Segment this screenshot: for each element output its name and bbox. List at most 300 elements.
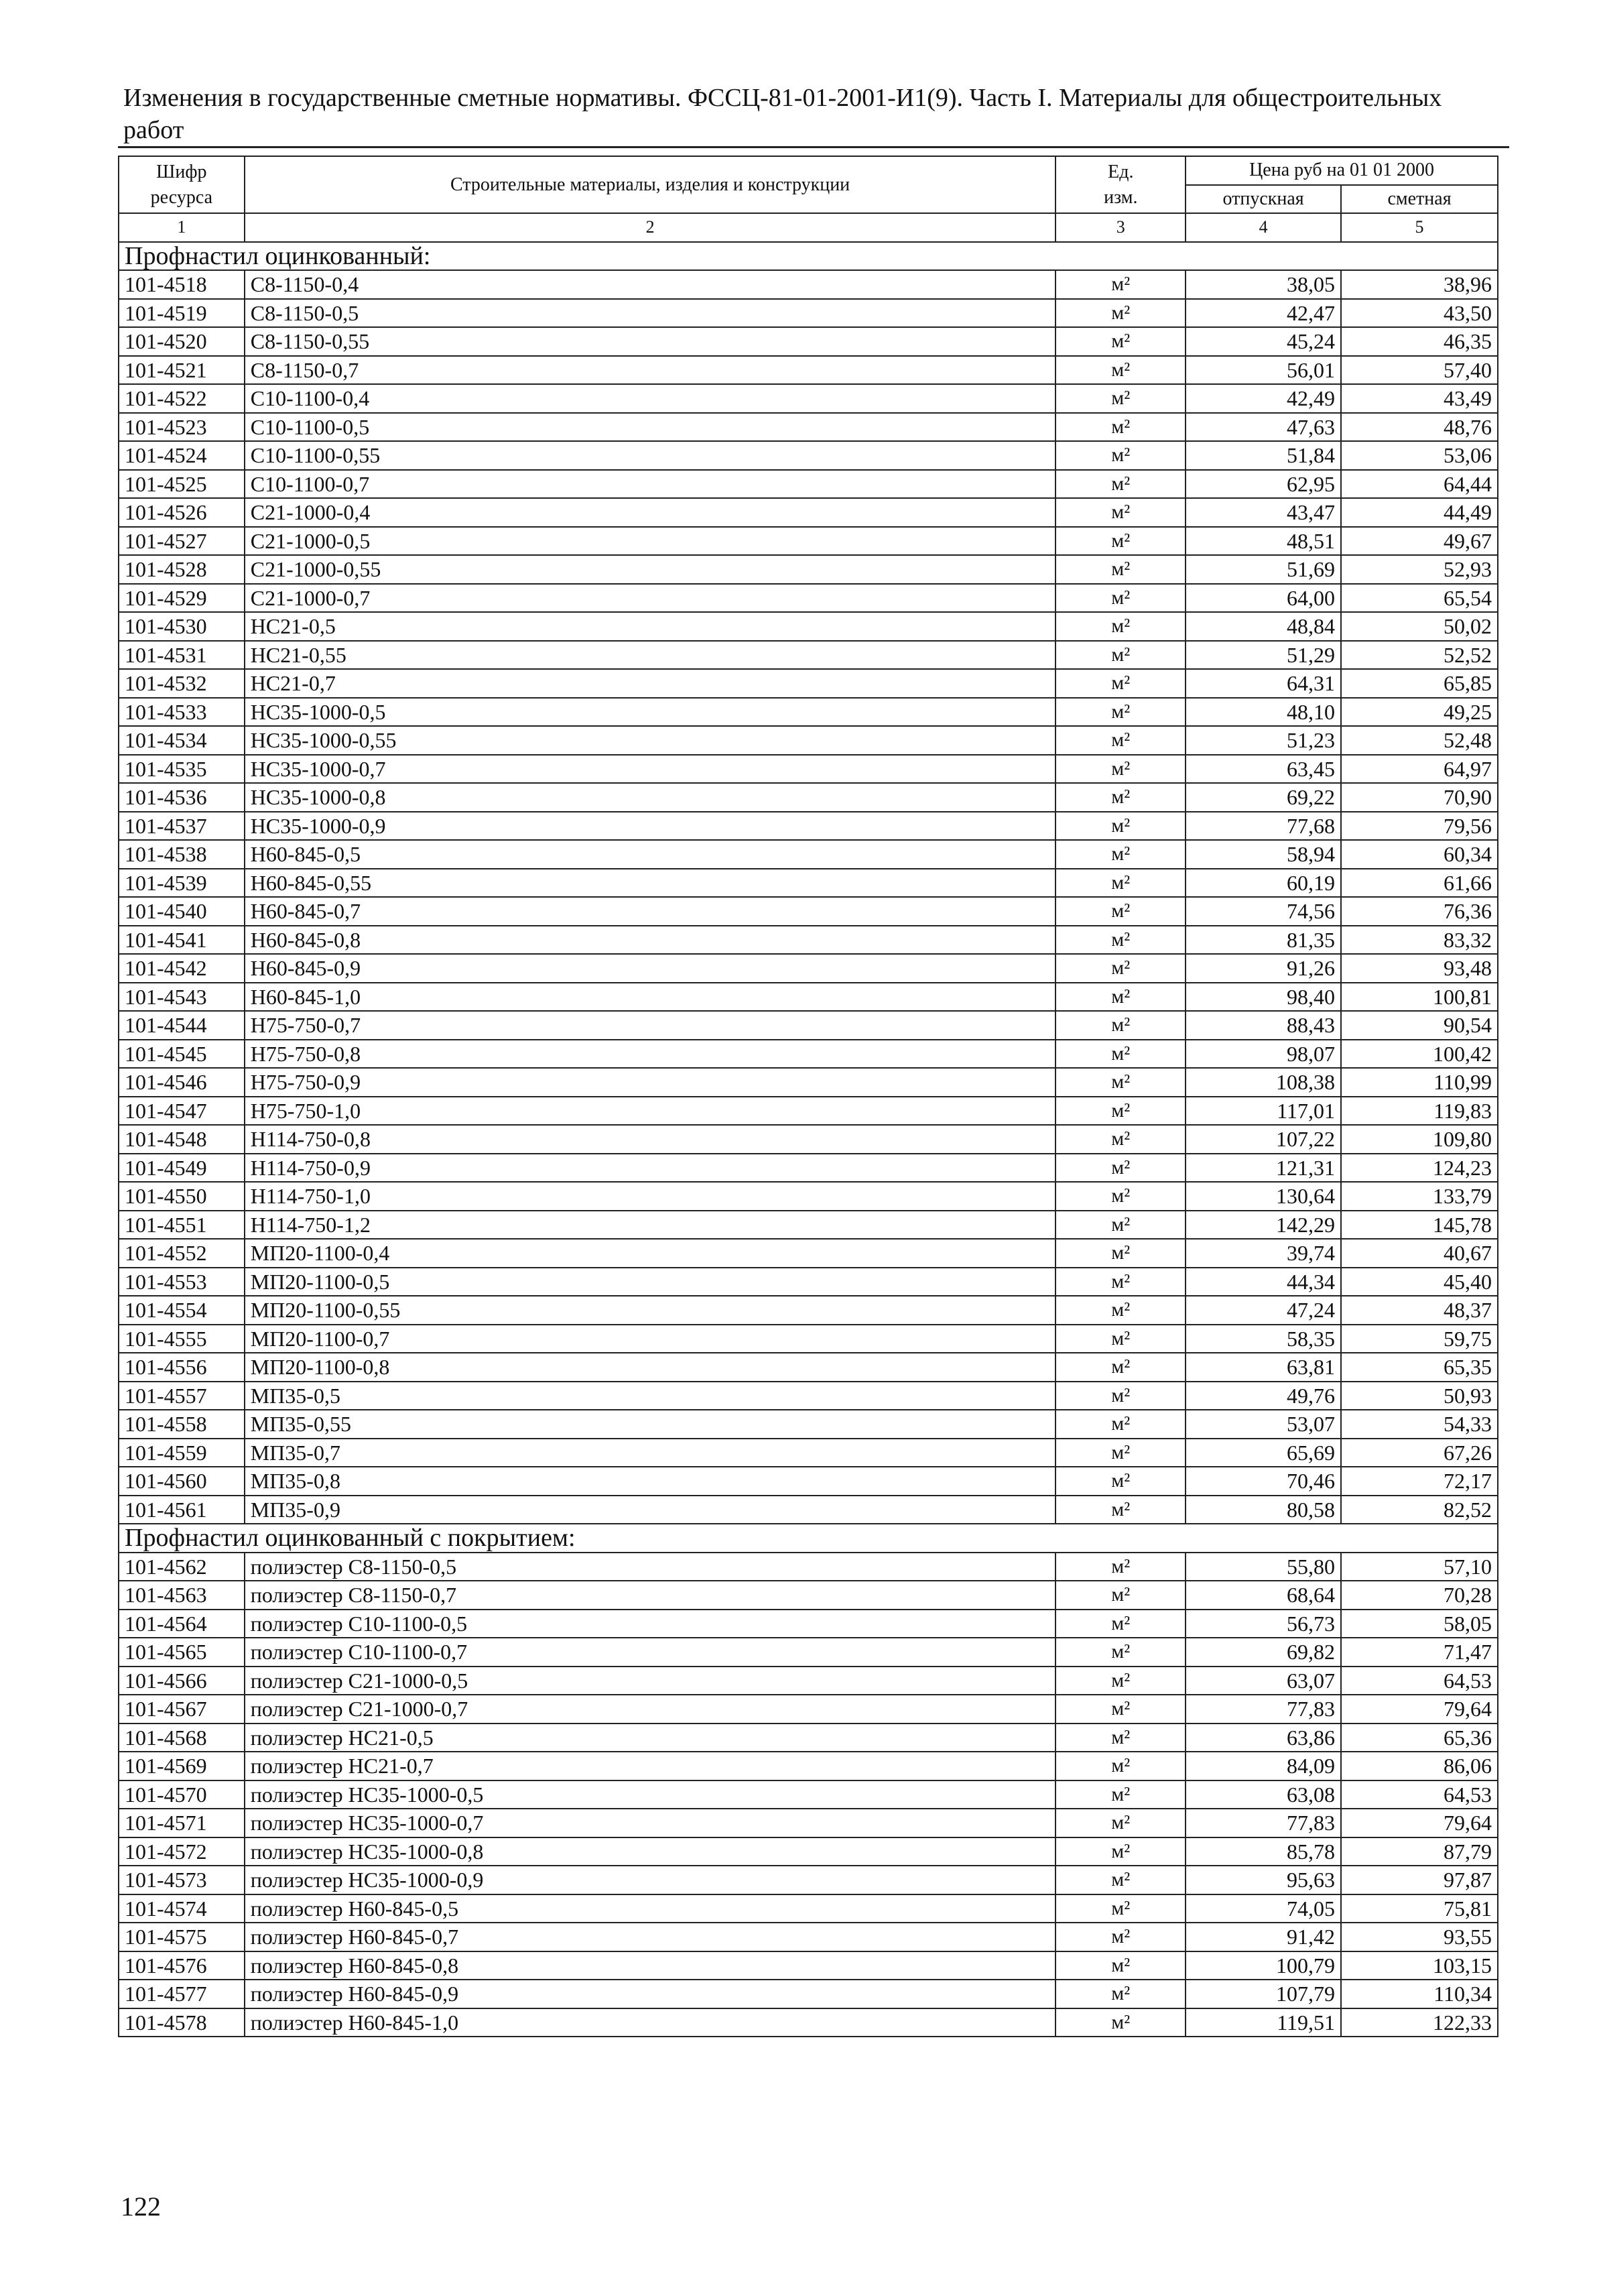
resource-code-cell: 101-4539 [119, 869, 245, 898]
material-name-cell: Н75-750-0,9 [245, 1068, 1056, 1097]
estimate-price-cell: 65,36 [1341, 1724, 1498, 1752]
unit-cell: м² [1056, 669, 1186, 698]
resource-code-cell: 101-4540 [119, 897, 245, 926]
estimate-price-cell: 100,81 [1341, 983, 1498, 1012]
estimate-price-cell: 40,67 [1341, 1239, 1498, 1268]
resource-code-cell: 101-4542 [119, 954, 245, 983]
table-row [119, 1496, 1498, 1524]
estimate-price-cell: 71,47 [1341, 1638, 1498, 1667]
table-row [119, 897, 1498, 926]
table-row [119, 983, 1498, 1012]
column-number: 1 [119, 213, 245, 242]
release-price-cell: 80,58 [1186, 1496, 1341, 1524]
material-name-cell: полиэстер Н60-845-1,0 [245, 2008, 1056, 2037]
material-name-cell: полиэстер НС35-1000-0,7 [245, 1809, 1056, 1837]
release-price-cell: 88,43 [1186, 1011, 1341, 1040]
unit-cell: м² [1056, 270, 1186, 299]
release-price-cell: 119,51 [1186, 2008, 1341, 2037]
unit-cell: м² [1056, 1724, 1186, 1752]
resource-code-cell: 101-4571 [119, 1809, 245, 1837]
section-title: Профнастил оцинкованный: [119, 242, 1498, 271]
unit-cell: м² [1056, 1211, 1186, 1240]
unit-cell: м² [1056, 1695, 1186, 1724]
table-row [119, 726, 1498, 755]
resource-code-cell: 101-4521 [119, 356, 245, 385]
unit-cell: м² [1056, 299, 1186, 328]
unit-cell: м² [1056, 1837, 1186, 1866]
material-name-cell: С8-1150-0,4 [245, 270, 1056, 299]
release-price-cell: 51,23 [1186, 726, 1341, 755]
estimate-price-cell: 64,53 [1341, 1667, 1498, 1695]
material-name-cell: С21-1000-0,7 [245, 584, 1056, 613]
material-name-cell: МП35-0,8 [245, 1467, 1056, 1496]
estimate-price-cell: 110,34 [1341, 1980, 1498, 2008]
resource-code-cell: 101-4564 [119, 1610, 245, 1638]
release-price-cell: 58,35 [1186, 1325, 1341, 1353]
resource-code-cell: 101-4532 [119, 669, 245, 698]
resource-code-cell: 101-4563 [119, 1581, 245, 1610]
resource-code-cell: 101-4567 [119, 1695, 245, 1724]
material-name-cell: МП20-1100-0,8 [245, 1353, 1056, 1382]
material-name-cell: МП35-0,5 [245, 1382, 1056, 1410]
estimate-price-cell: 64,44 [1341, 470, 1498, 499]
estimate-price-cell: 133,79 [1341, 1182, 1498, 1211]
resource-code-cell: 101-4543 [119, 983, 245, 1012]
table-row [119, 1097, 1498, 1126]
unit-cell: м² [1056, 612, 1186, 641]
table-row [119, 1268, 1498, 1296]
table-row [119, 954, 1498, 983]
unit-cell: м² [1056, 384, 1186, 413]
table-row [119, 470, 1498, 499]
resource-code-cell: 101-4570 [119, 1780, 245, 1809]
unit-cell: м² [1056, 698, 1186, 727]
material-name-cell: Н75-750-0,8 [245, 1040, 1056, 1069]
release-price-cell: 108,38 [1186, 1068, 1341, 1097]
table-row [119, 1980, 1498, 2008]
unit-cell: м² [1056, 470, 1186, 499]
resource-code-cell: 101-4568 [119, 1724, 245, 1752]
table-row [119, 783, 1498, 812]
release-price-cell: 48,84 [1186, 612, 1341, 641]
release-price-cell: 42,47 [1186, 299, 1341, 328]
material-name-cell: МП35-0,55 [245, 1410, 1056, 1439]
unit-cell: м² [1056, 869, 1186, 898]
table-row [119, 1724, 1498, 1752]
unit-cell: м² [1056, 1068, 1186, 1097]
table-row [119, 755, 1498, 784]
estimate-price-cell: 79,64 [1341, 1695, 1498, 1724]
table-row [119, 527, 1498, 556]
estimate-price-cell: 70,90 [1341, 783, 1498, 812]
estimate-price-header: сметная [1341, 185, 1498, 214]
resource-code-cell: 101-4552 [119, 1239, 245, 1268]
material-name-cell: НС35-1000-0,8 [245, 783, 1056, 812]
material-name-cell: Н60-845-0,9 [245, 954, 1056, 983]
material-name-cell: Н114-750-0,9 [245, 1154, 1056, 1183]
table-row [119, 1581, 1498, 1610]
unit-cell: м² [1056, 1125, 1186, 1154]
resource-code-cell: 101-4538 [119, 840, 245, 869]
material-name-cell: НС35-1000-0,9 [245, 812, 1056, 841]
release-price-cell: 64,00 [1186, 584, 1341, 613]
resource-code-cell: 101-4565 [119, 1638, 245, 1667]
release-price-cell: 91,26 [1186, 954, 1341, 983]
resource-code-cell: 101-4559 [119, 1439, 245, 1467]
estimate-price-cell: 49,67 [1341, 527, 1498, 556]
material-name-cell: НС35-1000-0,7 [245, 755, 1056, 784]
unit-header-line1: Ед. [1108, 161, 1134, 182]
resource-code-cell: 101-4546 [119, 1068, 245, 1097]
column-number: 4 [1186, 213, 1341, 242]
material-name-cell: полиэстер НС35-1000-0,5 [245, 1780, 1056, 1809]
estimate-price-cell: 52,52 [1341, 641, 1498, 670]
release-price-cell: 56,73 [1186, 1610, 1341, 1638]
unit-cell: м² [1056, 1496, 1186, 1524]
material-name-cell: С21-1000-0,4 [245, 498, 1056, 527]
release-price-cell: 55,80 [1186, 1553, 1341, 1581]
table-row [119, 812, 1498, 841]
unit-cell: м² [1056, 1410, 1186, 1439]
unit-cell: м² [1056, 2008, 1186, 2037]
estimate-price-cell: 83,32 [1341, 926, 1498, 955]
table-row [119, 441, 1498, 470]
table-row [119, 840, 1498, 869]
unit-cell: м² [1056, 1581, 1186, 1610]
material-name-cell: полиэстер Н60-845-0,7 [245, 1923, 1056, 1951]
table-row [119, 1353, 1498, 1382]
table-row [119, 1837, 1498, 1866]
unit-cell: м² [1056, 1752, 1186, 1780]
estimate-price-cell: 58,05 [1341, 1610, 1498, 1638]
table-row [119, 1125, 1498, 1154]
estimate-price-cell: 79,56 [1341, 812, 1498, 841]
material-name-cell: Н60-845-0,7 [245, 897, 1056, 926]
release-price-cell: 98,07 [1186, 1040, 1341, 1069]
resource-code-cell: 101-4530 [119, 612, 245, 641]
resource-code-cell: 101-4526 [119, 498, 245, 527]
estimate-price-cell: 70,28 [1341, 1581, 1498, 1610]
unit-column-header [1056, 156, 1186, 213]
release-price-cell: 49,76 [1186, 1382, 1341, 1410]
table-row [119, 1211, 1498, 1240]
document-header: Изменения в государственные сметные нормативы. ФССЦ-81-01-2001-И1(9). Часть I. Материалы для общестроительных работ [123, 84, 1442, 144]
resource-code-cell: 101-4569 [119, 1752, 245, 1780]
table-row [119, 1638, 1498, 1667]
estimate-price-cell: 110,99 [1341, 1068, 1498, 1097]
material-name-cell: МП20-1100-0,4 [245, 1239, 1056, 1268]
release-price-cell: 91,42 [1186, 1923, 1341, 1951]
estimate-price-cell: 59,75 [1341, 1325, 1498, 1353]
unit-cell: м² [1056, 527, 1186, 556]
unit-cell: м² [1056, 1353, 1186, 1382]
release-price-cell: 51,69 [1186, 555, 1341, 584]
table-row [119, 1809, 1498, 1837]
estimate-price-cell: 49,25 [1341, 698, 1498, 727]
table-row [119, 555, 1498, 584]
release-price-cell: 64,31 [1186, 669, 1341, 698]
resource-code-cell: 101-4573 [119, 1866, 245, 1894]
header-row [119, 156, 1498, 185]
unit-cell: м² [1056, 840, 1186, 869]
table-row [119, 1296, 1498, 1325]
material-name-cell: НС21-0,55 [245, 641, 1056, 670]
resource-code-cell: 101-4576 [119, 1951, 245, 1980]
release-price-cell: 56,01 [1186, 356, 1341, 385]
code-header-line1: Шифр [156, 161, 207, 182]
estimate-price-cell: 67,26 [1341, 1439, 1498, 1467]
estimate-price-cell: 97,87 [1341, 1866, 1498, 1894]
release-price-cell: 77,83 [1186, 1809, 1341, 1837]
resource-code-cell: 101-4560 [119, 1467, 245, 1496]
table-row [119, 1667, 1498, 1695]
code-column-header [119, 156, 245, 213]
column-number: 2 [245, 213, 1056, 242]
price-table [118, 156, 1498, 2037]
resource-code-cell: 101-4550 [119, 1182, 245, 1211]
release-price-cell: 77,83 [1186, 1695, 1341, 1724]
resource-code-cell: 101-4547 [119, 1097, 245, 1126]
table-row [119, 270, 1498, 299]
resource-code-cell: 101-4537 [119, 812, 245, 841]
release-price-cell: 47,24 [1186, 1296, 1341, 1325]
release-price-cell: 68,64 [1186, 1581, 1341, 1610]
material-name-cell: Н60-845-0,8 [245, 926, 1056, 955]
estimate-price-cell: 90,54 [1341, 1011, 1498, 1040]
resource-code-cell: 101-4557 [119, 1382, 245, 1410]
resource-code-cell: 101-4561 [119, 1496, 245, 1524]
resource-code-cell: 101-4523 [119, 413, 245, 442]
unit-cell: м² [1056, 1866, 1186, 1894]
material-name-cell: С21-1000-0,55 [245, 555, 1056, 584]
estimate-price-cell: 50,02 [1341, 612, 1498, 641]
material-name-cell: Н114-750-1,2 [245, 1211, 1056, 1240]
release-price-cell: 107,22 [1186, 1125, 1341, 1154]
material-name-cell: Н75-750-1,0 [245, 1097, 1056, 1126]
resource-code-cell: 101-4533 [119, 698, 245, 727]
unit-cell: м² [1056, 441, 1186, 470]
material-name-cell: НС35-1000-0,55 [245, 726, 1056, 755]
release-price-cell: 100,79 [1186, 1951, 1341, 1980]
table-row [119, 2008, 1498, 2037]
unit-cell: м² [1056, 1182, 1186, 1211]
release-price-cell: 63,81 [1186, 1353, 1341, 1382]
estimate-price-cell: 65,54 [1341, 584, 1498, 613]
unit-cell: м² [1056, 1268, 1186, 1296]
section-title-row [119, 242, 1498, 271]
resource-code-cell: 101-4529 [119, 584, 245, 613]
resource-code-cell: 101-4531 [119, 641, 245, 670]
table-row [119, 584, 1498, 613]
material-name-cell: Н114-750-1,0 [245, 1182, 1056, 1211]
resource-code-cell: 101-4535 [119, 755, 245, 784]
table-row [119, 356, 1498, 385]
unit-cell: м² [1056, 1467, 1186, 1496]
material-name-cell: полиэстер НС35-1000-0,9 [245, 1866, 1056, 1894]
name-column-header: Строительные материалы, изделия и конструкции [245, 156, 1056, 213]
material-name-cell: Н60-845-0,55 [245, 869, 1056, 898]
unit-cell: м² [1056, 1239, 1186, 1268]
table-row [119, 1011, 1498, 1040]
table-row [119, 612, 1498, 641]
material-name-cell: Н60-845-0,5 [245, 840, 1056, 869]
table-row [119, 1239, 1498, 1268]
estimate-price-cell: 93,48 [1341, 954, 1498, 983]
resource-code-cell: 101-4566 [119, 1667, 245, 1695]
unit-cell: м² [1056, 1923, 1186, 1951]
table-row [119, 384, 1498, 413]
resource-code-cell: 101-4575 [119, 1923, 245, 1951]
release-price-cell: 48,51 [1186, 527, 1341, 556]
unit-cell: м² [1056, 1980, 1186, 2008]
unit-cell: м² [1056, 983, 1186, 1012]
release-price-cell: 51,84 [1186, 441, 1341, 470]
table-row [119, 1467, 1498, 1496]
unit-cell: м² [1056, 1809, 1186, 1837]
material-name-cell: полиэстер Н60-845-0,5 [245, 1894, 1056, 1923]
unit-cell: м² [1056, 498, 1186, 527]
unit-cell: м² [1056, 926, 1186, 955]
table-row [119, 1154, 1498, 1183]
release-price-cell: 44,34 [1186, 1268, 1341, 1296]
estimate-price-cell: 52,48 [1341, 726, 1498, 755]
material-name-cell: полиэстер С21-1000-0,7 [245, 1695, 1056, 1724]
material-name-cell: полиэстер С10-1100-0,7 [245, 1638, 1056, 1667]
unit-cell: м² [1056, 1780, 1186, 1809]
table-row [119, 926, 1498, 955]
material-name-cell: полиэстер С21-1000-0,5 [245, 1667, 1056, 1695]
release-price-cell: 85,78 [1186, 1837, 1341, 1866]
estimate-price-cell: 50,93 [1341, 1382, 1498, 1410]
table-row [119, 1894, 1498, 1923]
estimate-price-cell: 93,55 [1341, 1923, 1498, 1951]
resource-code-cell: 101-4527 [119, 527, 245, 556]
resource-code-cell: 101-4544 [119, 1011, 245, 1040]
estimate-price-cell: 43,50 [1341, 299, 1498, 328]
estimate-price-cell: 103,15 [1341, 1951, 1498, 1980]
estimate-price-cell: 76,36 [1341, 897, 1498, 926]
resource-code-cell: 101-4553 [119, 1268, 245, 1296]
release-price-cell: 62,95 [1186, 470, 1341, 499]
unit-cell: м² [1056, 1011, 1186, 1040]
unit-cell: м² [1056, 1154, 1186, 1183]
material-name-cell: полиэстер Н60-845-0,9 [245, 1980, 1056, 2008]
table-row [119, 1182, 1498, 1211]
release-price-cell: 69,22 [1186, 783, 1341, 812]
release-price-cell: 42,49 [1186, 384, 1341, 413]
release-price-cell: 130,64 [1186, 1182, 1341, 1211]
material-name-cell: полиэстер Н60-845-0,8 [245, 1951, 1056, 1980]
unit-cell: м² [1056, 356, 1186, 385]
unit-cell: м² [1056, 1667, 1186, 1695]
resource-code-cell: 101-4518 [119, 270, 245, 299]
table-row [119, 1040, 1498, 1069]
release-price-cell: 47,63 [1186, 413, 1341, 442]
release-price-cell: 60,19 [1186, 869, 1341, 898]
resource-code-cell: 101-4545 [119, 1040, 245, 1069]
resource-code-cell: 101-4574 [119, 1894, 245, 1923]
estimate-price-cell: 109,80 [1341, 1125, 1498, 1154]
estimate-price-cell: 79,64 [1341, 1809, 1498, 1837]
column-number: 5 [1341, 213, 1498, 242]
table-row [119, 1866, 1498, 1894]
resource-code-cell: 101-4572 [119, 1837, 245, 1866]
estimate-price-cell: 65,85 [1341, 669, 1498, 698]
release-price-cell: 58,94 [1186, 840, 1341, 869]
unit-cell: м² [1056, 897, 1186, 926]
material-name-cell: Н114-750-0,8 [245, 1125, 1056, 1154]
unit-cell: м² [1056, 1382, 1186, 1410]
material-name-cell: МП20-1100-0,7 [245, 1325, 1056, 1353]
table-row [119, 498, 1498, 527]
estimate-price-cell: 87,79 [1341, 1837, 1498, 1866]
estimate-price-cell: 82,52 [1341, 1496, 1498, 1524]
release-price-cell: 38,05 [1186, 270, 1341, 299]
table-body [119, 242, 1498, 2037]
table-row [119, 1923, 1498, 1951]
material-name-cell: Н60-845-1,0 [245, 983, 1056, 1012]
page-number: 122 [121, 2191, 161, 2222]
release-price-cell: 39,74 [1186, 1239, 1341, 1268]
release-price-header: отпускная [1186, 185, 1341, 214]
release-price-cell: 63,08 [1186, 1780, 1341, 1809]
release-price-cell: 121,31 [1186, 1154, 1341, 1183]
resource-code-cell: 101-4551 [119, 1211, 245, 1240]
estimate-price-cell: 61,66 [1341, 869, 1498, 898]
unit-cell: м² [1056, 726, 1186, 755]
estimate-price-cell: 75,81 [1341, 1894, 1498, 1923]
material-name-cell: С10-1100-0,55 [245, 441, 1056, 470]
release-price-cell: 117,01 [1186, 1097, 1341, 1126]
table-row [119, 1068, 1498, 1097]
material-name-cell: НС21-0,7 [245, 669, 1056, 698]
estimate-price-cell: 48,76 [1341, 413, 1498, 442]
resource-code-cell: 101-4519 [119, 299, 245, 328]
table-row [119, 698, 1498, 727]
estimate-price-cell: 86,06 [1341, 1752, 1498, 1780]
material-name-cell: полиэстер С8-1150-0,7 [245, 1581, 1056, 1610]
resource-code-cell: 101-4556 [119, 1353, 245, 1382]
estimate-price-cell: 72,17 [1341, 1467, 1498, 1496]
resource-code-cell: 101-4536 [119, 783, 245, 812]
estimate-price-cell: 145,78 [1341, 1211, 1498, 1240]
estimate-price-cell: 52,93 [1341, 555, 1498, 584]
unit-cell: м² [1056, 555, 1186, 584]
column-number: 3 [1056, 213, 1186, 242]
material-name-cell: С8-1150-0,55 [245, 327, 1056, 356]
unit-cell: м² [1056, 1097, 1186, 1126]
estimate-price-cell: 46,35 [1341, 327, 1498, 356]
resource-code-cell: 101-4549 [119, 1154, 245, 1183]
unit-cell: м² [1056, 584, 1186, 613]
release-price-cell: 63,86 [1186, 1724, 1341, 1752]
resource-code-cell: 101-4528 [119, 555, 245, 584]
unit-cell: м² [1056, 1894, 1186, 1923]
estimate-price-cell: 43,49 [1341, 384, 1498, 413]
material-name-cell: С10-1100-0,5 [245, 413, 1056, 442]
release-price-cell: 74,56 [1186, 897, 1341, 926]
table-row [119, 1610, 1498, 1638]
resource-code-cell: 101-4548 [119, 1125, 245, 1154]
material-name-cell: полиэстер НС35-1000-0,8 [245, 1837, 1056, 1866]
resource-code-cell: 101-4562 [119, 1553, 245, 1581]
unit-cell: м² [1056, 954, 1186, 983]
material-name-cell: С8-1150-0,7 [245, 356, 1056, 385]
estimate-price-cell: 119,83 [1341, 1097, 1498, 1126]
release-price-cell: 77,68 [1186, 812, 1341, 841]
resource-code-cell: 101-4520 [119, 327, 245, 356]
table-row [119, 869, 1498, 898]
